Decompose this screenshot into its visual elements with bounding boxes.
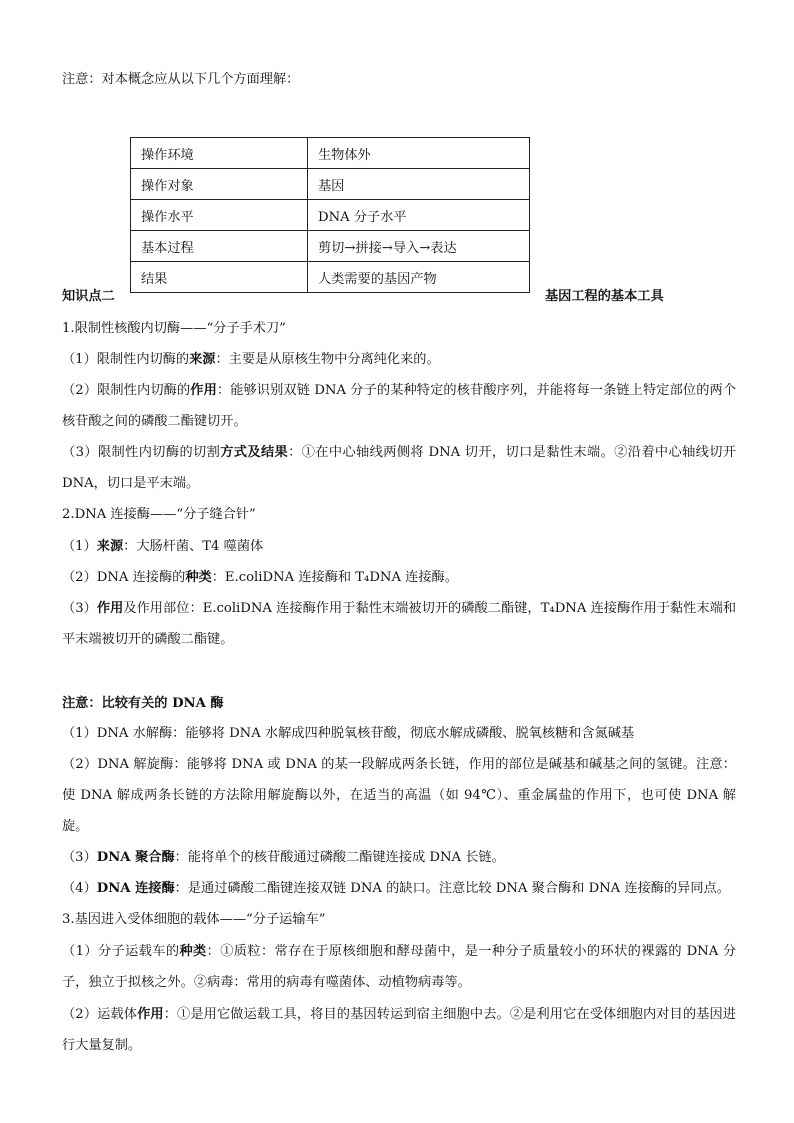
section-title: 基因工程的基本工具 [545, 289, 664, 304]
table-row [131, 262, 530, 293]
item-keyword: 来源 [189, 352, 216, 367]
item-text: ：①是用它做运载工具，将目的基因转运到宿主细胞中去。②是利用它在受体细胞内对目的基因进行大量复制。 [62, 1007, 736, 1053]
concept-table [130, 137, 530, 293]
item-text: ：①质粒：常存在于原核细胞和酵母菌中，是一种分子质量较小的环状的裸露的 DNA 分子，独立于拟核之外。②病毒：常用的病毒有噬菌体、动植物病毒等。 [62, 944, 737, 990]
list-item: （1）DNA 水解酶：能够将 DNA 水解成四种脱氧核苷酸，彻底水解成磷酸、脱氧核糖和含氮碱基 [62, 726, 635, 741]
list-item [62, 562, 736, 593]
list-item [62, 842, 736, 873]
item-text: ：E.coliDNA 连接酶和 T₄DNA 连接酶。 [211, 570, 458, 585]
item-keyword: 方式及结果 [220, 445, 289, 460]
item-text: ：主要是从原核生物中分离纯化来的。 [215, 352, 440, 367]
list-item [62, 936, 736, 998]
table-row [131, 231, 530, 262]
list-item [62, 531, 736, 562]
list-item [62, 999, 736, 1061]
table-row [131, 138, 530, 169]
table-row [131, 200, 530, 231]
item-prefix: （2）运载体 [62, 1007, 138, 1022]
table-row [131, 169, 530, 200]
item-text: ：能够识别双链 DNA 分子的某种特定的核苷酸序列，并能将每一条链上特定部位的两个核苷酸之间的磷酸二酯键切开。 [62, 383, 737, 429]
item-prefix: （3） [62, 601, 97, 616]
list-item [62, 873, 736, 904]
item-prefix: （4） [62, 881, 97, 896]
item-prefix: （1） [62, 539, 97, 554]
item-prefix: （1）分子运载车的 [62, 944, 180, 959]
note-heading: 注意：比较有关的 DNA 酶 [62, 696, 224, 711]
table-cell: 结果 [131, 262, 308, 293]
section-heading: 3.基因进入受体细胞的载体——“分子运输车” [62, 912, 326, 927]
list-item: （2）DNA 解旋酶：能够将 DNA 或 DNA 的某一段解成两条长链，作用的部位是碱基和碱基之间的氢键。注意：使 DNA 解成两条长链的方法除用解旋酶以外，在适当的高温（如 94℃）、重金属盐的作用下，也可使 DNA 解旋。 [62, 757, 736, 834]
item-keyword: DNA 连接酶 [96, 881, 175, 896]
item-keyword: 来源 [96, 539, 124, 554]
list-item [62, 344, 736, 375]
list-item [62, 375, 736, 437]
table-cell: 操作水平 [131, 200, 308, 231]
table-cell: 操作对象 [131, 169, 308, 200]
item-keyword: 作用 [190, 383, 217, 398]
item-prefix: （1）限制性内切酶的 [62, 352, 190, 367]
item-keyword: 作用 [137, 1007, 164, 1022]
table-cell: 剪切→拼接→导入→表达 [308, 231, 530, 262]
item-prefix: （2）限制性内切酶的 [62, 383, 191, 398]
item-keyword: DNA 聚合酶 [96, 850, 175, 865]
table-cell: 基因 [308, 169, 530, 200]
item-keyword: 种类 [185, 570, 212, 585]
item-text: 及作用部位：E.coliDNA 连接酶作用于黏性末端被切开的磷酸二酯键，T₄DNA 连接酶作用于黏性末端和平末端被切开的磷酸二酯键。 [62, 601, 737, 647]
table-cell: 操作环境 [131, 138, 308, 169]
section-heading: 1.限制性核酸内切酶——“分子手术刀” [62, 321, 286, 336]
section-label: 知识点二 [62, 289, 115, 304]
item-keyword: 作用 [96, 601, 124, 616]
list-item [62, 593, 736, 655]
table-cell: DNA 分子水平 [308, 200, 530, 231]
table-cell: 人类需要的基因产物 [308, 262, 530, 293]
item-prefix: （2）DNA 连接酶的 [62, 570, 186, 585]
section-heading: 2.DNA 连接酶——“分子缝合针” [62, 507, 256, 522]
item-text: ：大肠杆菌、T4 噬菌体 [123, 539, 264, 554]
item-text: ：能将单个的核苷酸通过磷酸二酯键连接成 DNA 长链。 [174, 850, 505, 865]
item-keyword: 种类 [179, 944, 207, 959]
table-cell: 生物体外 [308, 138, 530, 169]
item-prefix: （3）限制性内切酶的切割 [62, 445, 221, 460]
list-item [62, 437, 736, 499]
item-text: ：①在中心轴线两侧将 DNA 切开，切口是黏性末端。②沿着中心轴线切开 DNA，切口是平末端。 [62, 445, 737, 491]
table-cell: 基本过程 [131, 231, 308, 262]
item-prefix: （3） [62, 850, 97, 865]
intro-note: 注意：对本概念应从以下几个方面理解： [62, 72, 300, 87]
item-text: ：是通过磷酸二酯键连接双链 DNA 的缺口。注意比较 DNA 聚合酶和 DNA 连接酶的异同点。 [174, 881, 730, 896]
